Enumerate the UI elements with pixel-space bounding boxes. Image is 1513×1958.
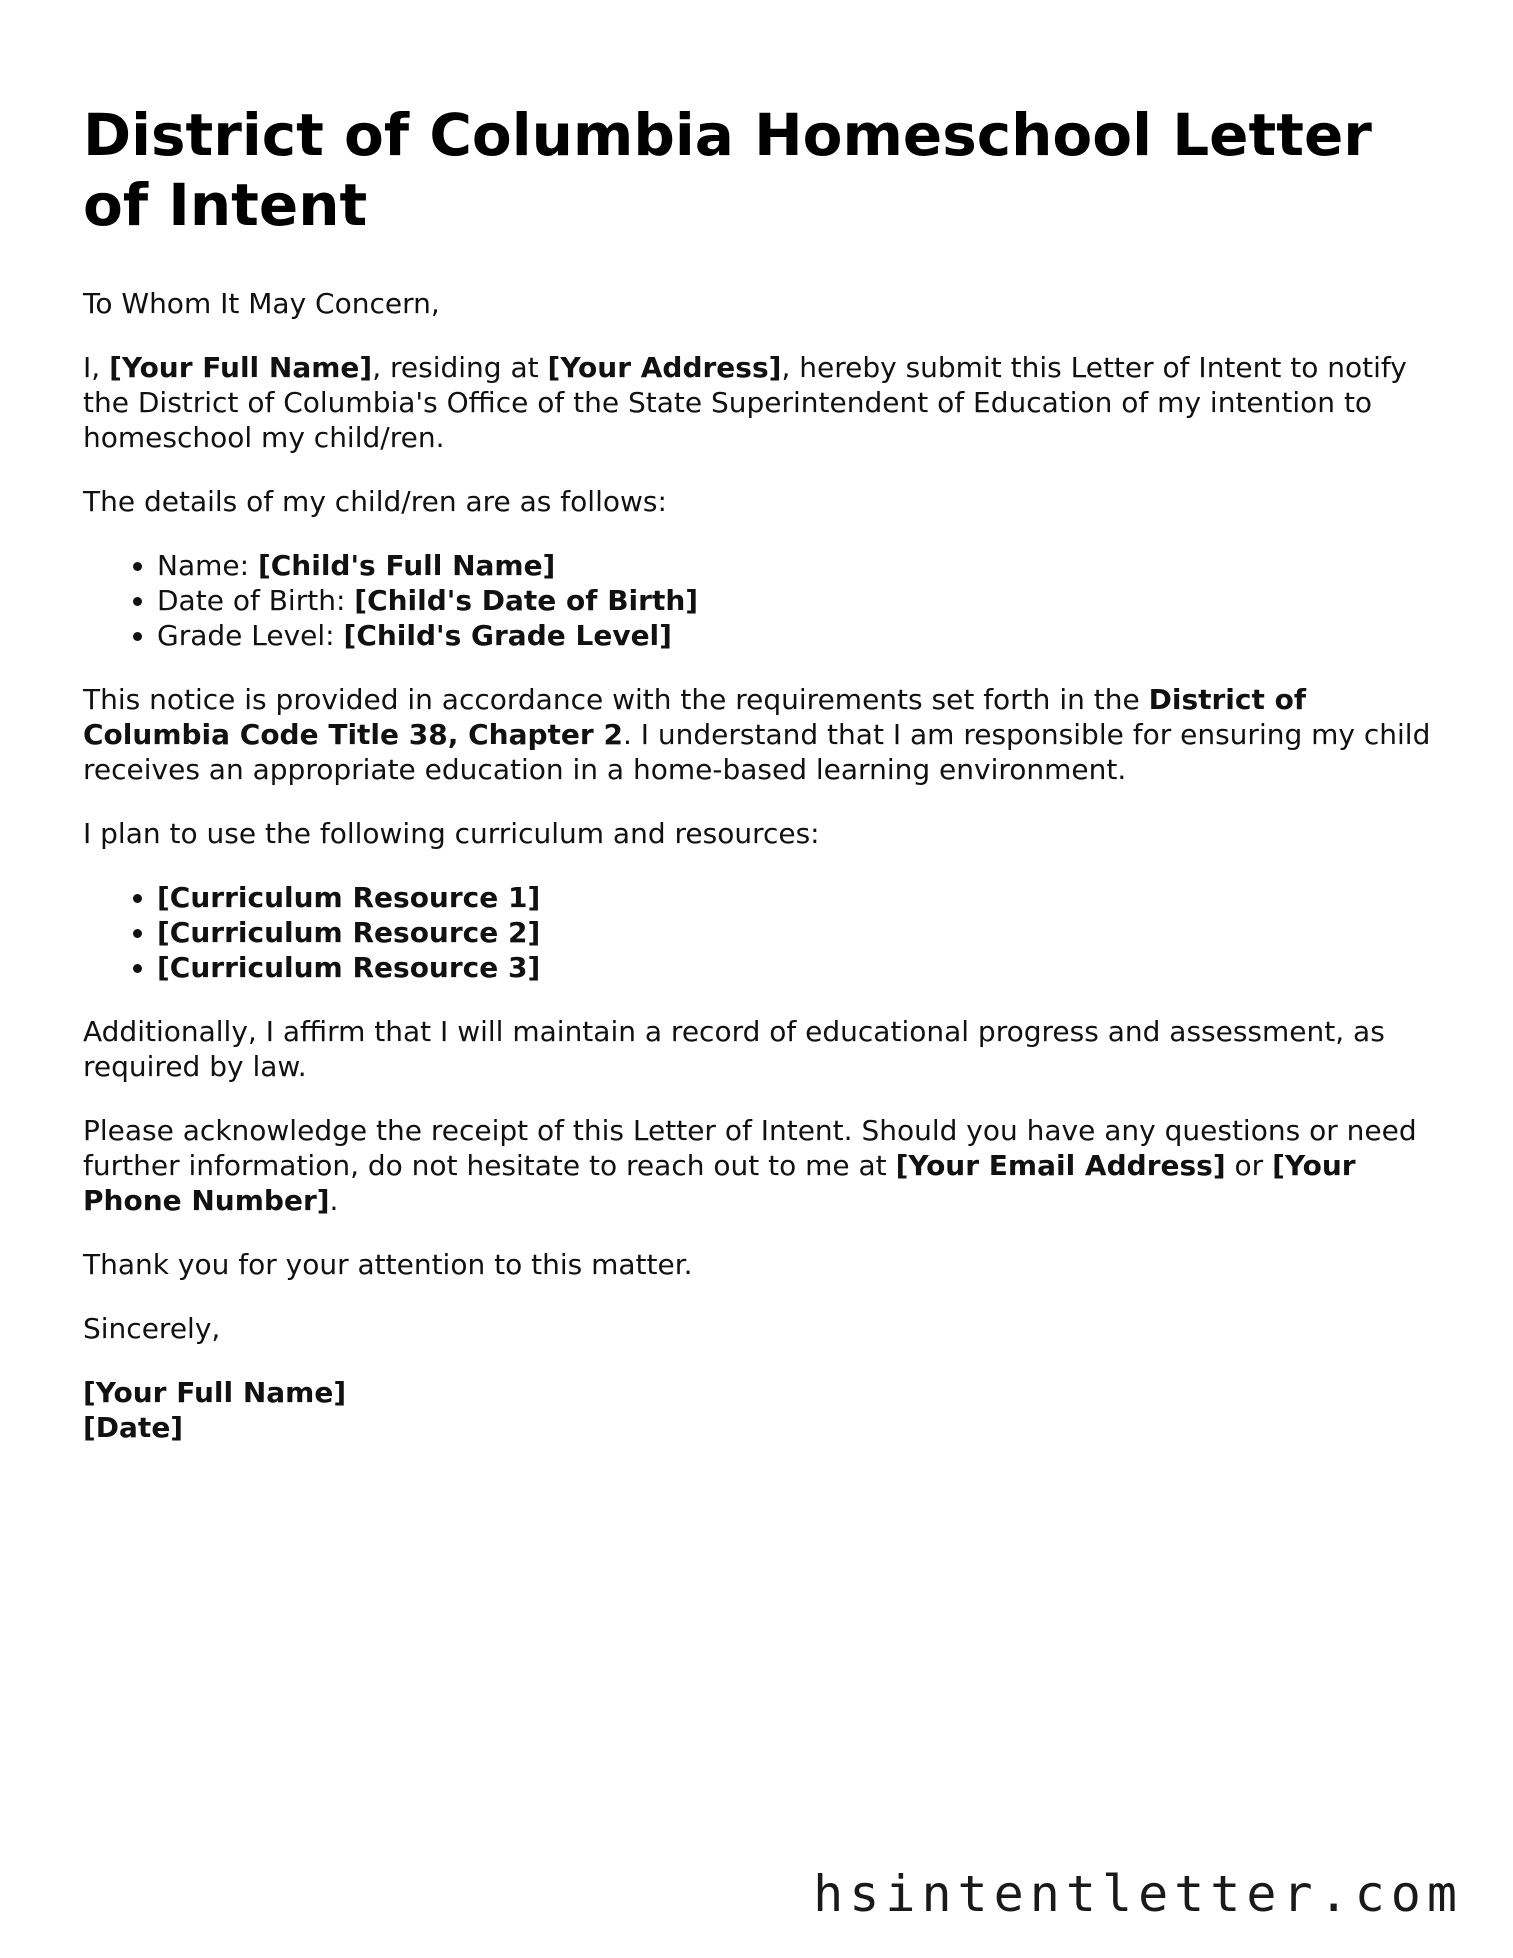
notice-paragraph: This notice is provided in accordance with the requirements set forth in the District of Columbia Code Title 38, Chapter 2. I understand that I am responsible for ensuring my child receives an appropriate education in a home-based learning environment.	[83, 683, 1431, 786]
child-details-list	[83, 548, 1443, 653]
curriculum-list	[83, 880, 1443, 985]
signature-name-placeholder: [Your Full Name]	[83, 1376, 347, 1409]
your-full-name-placeholder: [Your Full Name]	[109, 351, 373, 384]
curriculum-resource-placeholder: [Curriculum Resource 2]	[157, 916, 541, 949]
curriculum-intro: I plan to use the following curriculum and resources:	[83, 817, 820, 850]
letter-page	[83, 100, 1443, 1474]
closing: Sincerely,	[83, 1312, 221, 1345]
curriculum-resource-placeholder: [Curriculum Resource 3]	[157, 951, 541, 984]
dc-code-reference: District of Columbia Code Title 38, Chapter 2	[83, 683, 1307, 751]
list-item: • Date of Birth: [Child's Date of Birth]	[157, 583, 1443, 618]
email-placeholder: [Your Email Address]	[895, 1149, 1226, 1182]
child-dob-placeholder: [Child's Date of Birth]	[354, 584, 699, 617]
details-intro: The details of my child/ren are as follows:	[83, 485, 667, 518]
list-item	[157, 880, 1443, 915]
affirm-paragraph: Additionally, I affirm that I will maintain a record of educational progress and assessment, as required by law.	[83, 1015, 1385, 1083]
your-address-placeholder: [Your Address]	[547, 351, 782, 384]
list-item	[157, 915, 1443, 950]
list-item: • Grade Level: [Child's Grade Level]	[157, 618, 1443, 653]
signature-date-placeholder: [Date]	[83, 1411, 184, 1444]
signature-block	[83, 1375, 1443, 1445]
thanks-paragraph: Thank you for your attention to this matter.	[83, 1248, 693, 1281]
salutation: To Whom It May Concern,	[83, 287, 440, 320]
list-item: • Name: [Child's Full Name]	[157, 548, 1443, 583]
curriculum-resource-placeholder: [Curriculum Resource 1]	[157, 881, 541, 914]
page-title: District of Columbia Homeschool Letter of Intent	[83, 101, 1372, 239]
child-grade-placeholder: [Child's Grade Level]	[343, 619, 672, 652]
phone-placeholder: [Your Phone Number]	[83, 1149, 1356, 1217]
site-watermark: hsintentletter.com	[813, 1865, 1463, 1923]
contact-paragraph: Please acknowledge the receipt of this Letter of Intent. Should you have any questions or need further information, do not hesitate to reach out to me at [Your Email Address] or [Your Phone Number].	[83, 1114, 1417, 1217]
child-name-placeholder: [Child's Full Name]	[257, 549, 556, 582]
intro-paragraph: I, [Your Full Name], residing at [Your Address], hereby submit this Letter of Intent to notify the District of Columbia's Office of the State Superintendent of Education of my intention to homeschool my child/ren.	[83, 351, 1407, 454]
list-item	[157, 950, 1443, 985]
